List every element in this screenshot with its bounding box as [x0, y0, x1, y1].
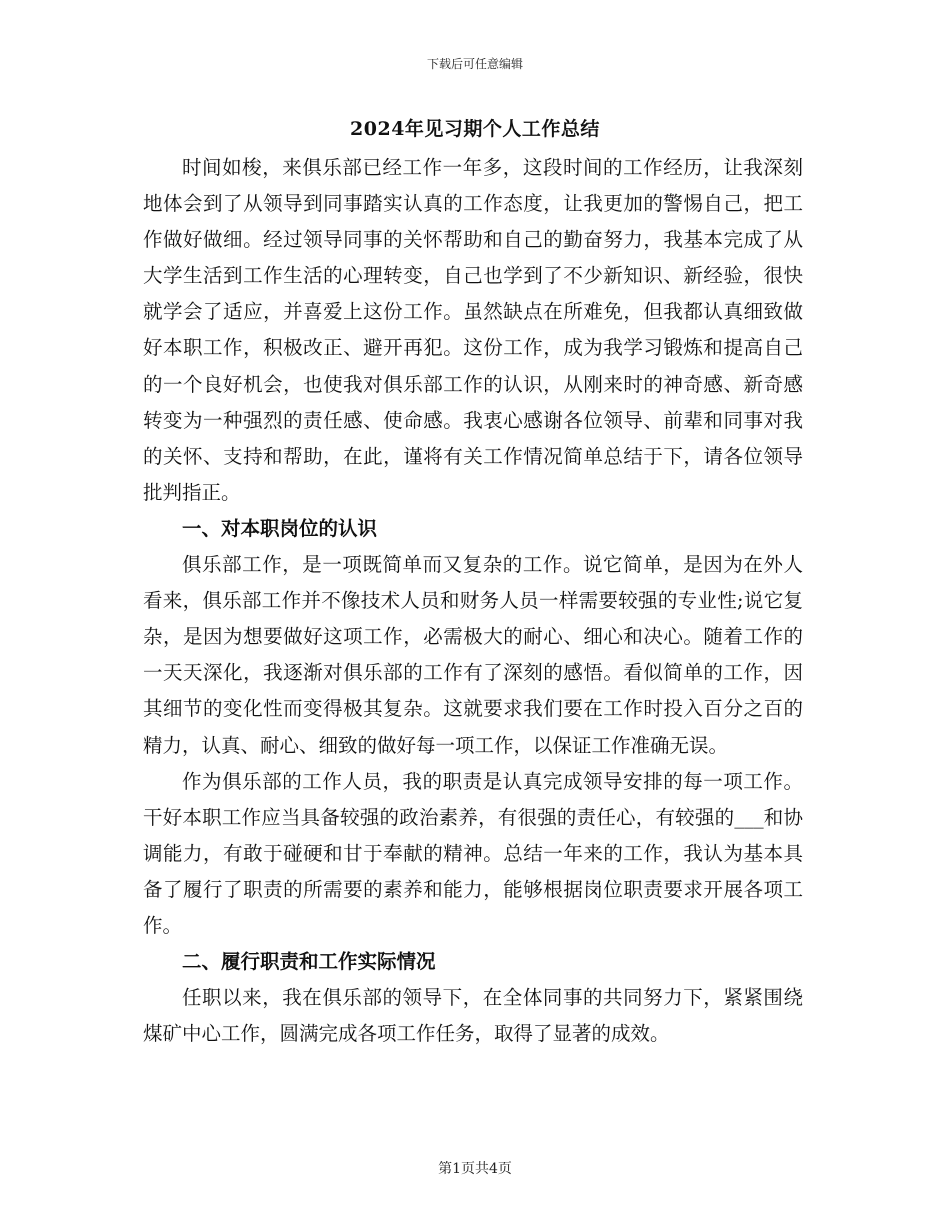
- paragraph-intro: 时间如梭，来俱乐部已经工作一年多，这段时间的工作经历，让我深刻地体会到了从领导到同事踏实认真的工作态度，让我更加的警惕自己，把工作做好做细。经过领导同事的关怀帮助和自己的勤奋努力，我基本完成了从大学生活到工作生活的心理转变，自己也学到了不少新知识、新经验，很快就学会了适应，并喜爱上这份工作。虽然缺点在所难免，但我都认真细致做好本职工作，积极改正、避开再犯。这份工作，成为我学习锻炼和提高自己的一个良好机会，也使我对俱乐部工作的认识，从刚来时的神奇感、新奇感转变为一种强烈的责任感、使命感。我衷心感谢各位领导、前辈和同事对我的关怀、支持和帮助，在此，谨将有关工作情况简单总结于下，请各位领导批判指正。: [143, 156, 803, 504]
- paragraph: 任职以来，我在俱乐部的领导下，在全体同事的共同努力下，紧紧围绕煤矿中心工作，圆满完成各项工作任务，取得了显著的成效。: [143, 986, 803, 1046]
- page-footer: 第1页共4页: [438, 1161, 512, 1177]
- document-body: [143, 150, 803, 1052]
- section-heading-1: 一、对本职岗位的认识: [182, 516, 378, 540]
- paragraph: 俱乐部工作，是一项既简单而又复杂的工作。说它简单，是因为在外人看来，俱乐部工作并不像技术人员和财务人员一样需要较强的专业性;说它复杂，是因为想要做好这项工作，必需极大的耐心、细心和决心。随着工作的一天天深化，我逐渐对俱乐部的工作有了深刻的感悟。看似简单的工作，因其细节的变化性而变得极其复杂。这就要求我们要在工作时投入百分之百的精力，认真、耐心、细致的做好每一项工作，以保证工作准确无误。: [143, 553, 803, 757]
- document-title: 2024年见习期个人工作总结: [350, 118, 600, 140]
- header-note: 下载后可任意编辑: [426, 57, 523, 71]
- paragraph: 作为俱乐部的工作人员，我的职责是认真完成领导安排的每一项工作。干好本职工作应当具备较强的政治素养，有很强的责任心，有较强的___和协调能力，有敢于碰硬和甘于奉献的精神。总结一年来的工作，我认为基本具备了履行了职责的所需要的素养和能力，能够根据岗位职责要求开展各项工作。: [143, 769, 803, 937]
- section-heading-2: 二、履行职责和工作实际情况: [182, 950, 436, 974]
